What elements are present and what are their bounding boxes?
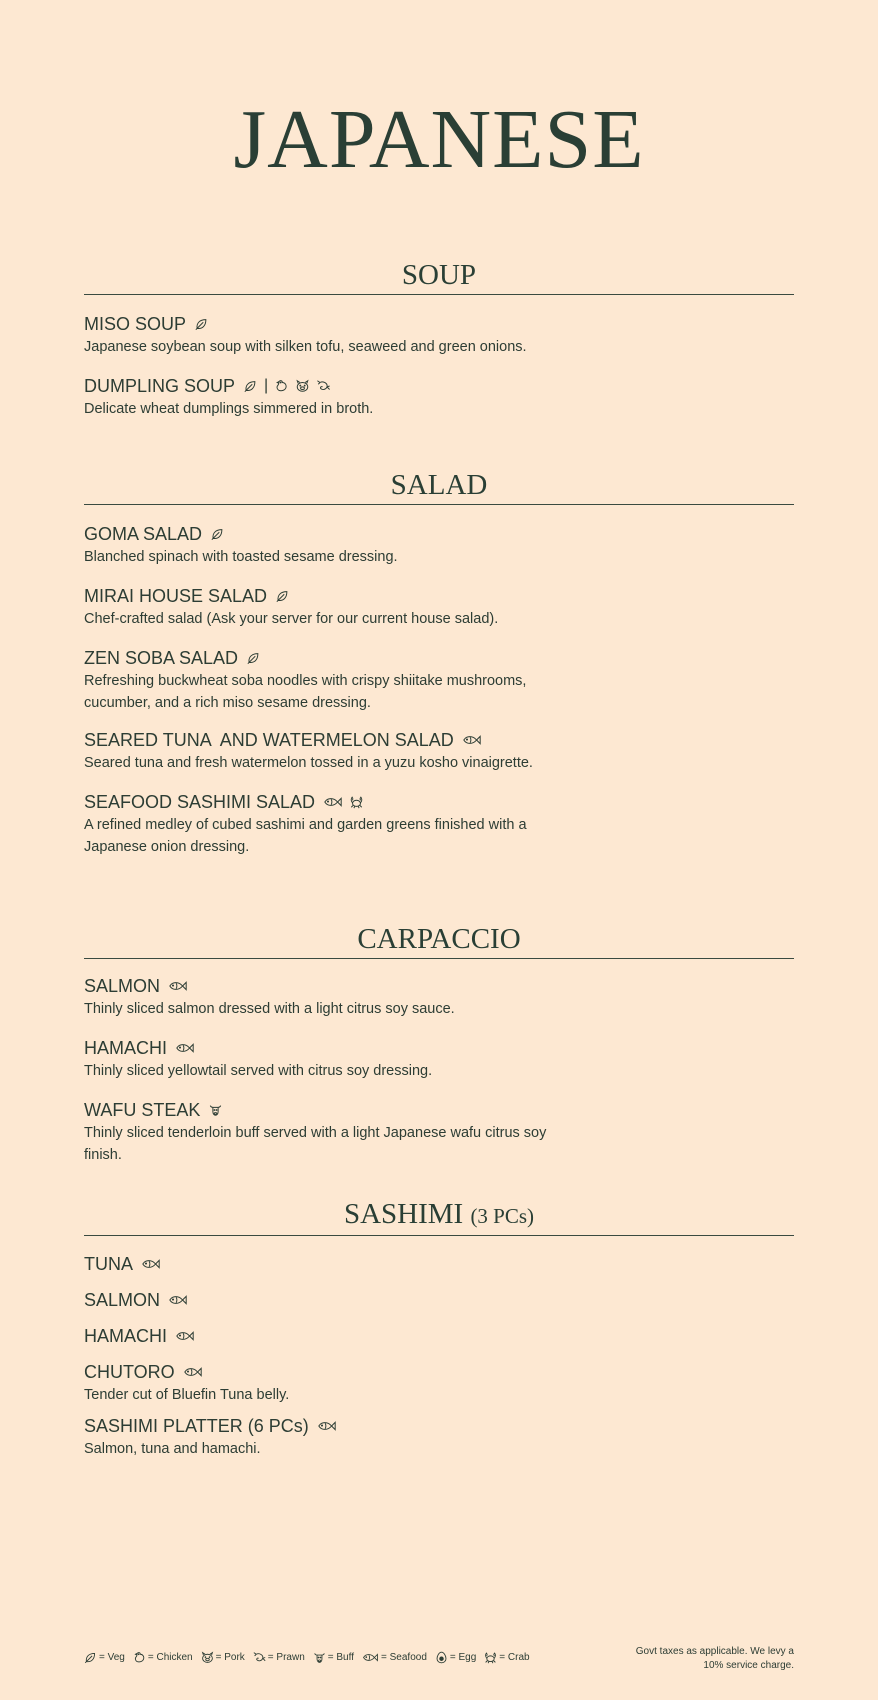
- veg-icon: [243, 379, 258, 393]
- icon-separator: |: [264, 377, 269, 394]
- menu-item: [84, 1288, 794, 1312]
- menu-item: [84, 1324, 794, 1348]
- seafood-icon: [175, 1329, 195, 1343]
- menu-item: [84, 974, 794, 1020]
- buff-icon: [208, 1103, 223, 1117]
- seafood-icon: [183, 1365, 203, 1379]
- item-name-row: [84, 790, 794, 814]
- item-description: Salmon, tuna and hamachi.: [84, 1441, 261, 1457]
- diet-icons: [175, 1041, 195, 1055]
- menu-item: [84, 374, 794, 420]
- item-name-row: [84, 1324, 794, 1348]
- item-name-row: [84, 1252, 794, 1276]
- item-name-row: [84, 584, 794, 608]
- item-name: GOMA SALAD: [84, 524, 203, 544]
- item-description: Chef-crafted salad (Ask your server for our current house salad).: [84, 611, 499, 627]
- section-title-suffix: (3 PCs): [470, 1204, 535, 1228]
- item-name-row: [84, 646, 794, 670]
- menu-item: [84, 1360, 794, 1406]
- diet-icons: [243, 378, 331, 394]
- pork-icon: [295, 379, 310, 393]
- item-description: Japanese soybean soup with silken tofu, seaweed and green onions.: [84, 339, 527, 355]
- legend-label: = Buff: [327, 1652, 354, 1663]
- diet-icons: [141, 1257, 161, 1271]
- menu-item: [84, 646, 794, 714]
- egg-icon: [435, 1651, 448, 1664]
- pork-icon: [201, 1651, 214, 1664]
- diet-icons: [323, 795, 364, 809]
- section-divider: [84, 958, 794, 959]
- tax-footnote: Govt taxes as applicable. We levy a 10% service charge.: [635, 1646, 794, 1671]
- section-soup: [84, 258, 794, 420]
- veg-icon: [246, 651, 261, 665]
- legend-label: = Prawn: [267, 1652, 305, 1663]
- diet-icons: [168, 979, 188, 993]
- veg-icon: [275, 589, 290, 603]
- item-name: SALMON: [84, 1290, 161, 1310]
- item-name: CHUTORO: [84, 1362, 175, 1382]
- item-name: SALMON: [84, 976, 161, 996]
- legend-label: = Crab: [499, 1652, 530, 1663]
- item-name: SEARED TUNA AND WATERMELON SALAD: [84, 730, 454, 750]
- menu-item: [84, 1252, 794, 1276]
- legend-item: [484, 1651, 529, 1664]
- item-name: HAMACHI: [84, 1326, 168, 1346]
- item-description: A refined medley of cubed sashimi and garden greens finished with a Japanese onion dressing.: [84, 817, 527, 855]
- item-description: Thinly sliced salmon dressed with a light citrus soy sauce.: [84, 1001, 455, 1017]
- legend-item: [435, 1651, 476, 1664]
- legend-item: [201, 1651, 245, 1664]
- item-name-row: [84, 522, 794, 546]
- menu-item: [84, 1414, 794, 1460]
- item-name-row: [84, 1414, 794, 1438]
- buff-icon: [313, 1651, 326, 1664]
- diet-icons: [275, 589, 290, 603]
- dietary-legend: [84, 1651, 530, 1664]
- section-title: CARPACCIO: [357, 923, 521, 955]
- section-sashimi: [84, 1197, 794, 1460]
- crab-icon: [484, 1651, 497, 1664]
- veg-icon: [210, 527, 225, 541]
- diet-icons: [210, 527, 225, 541]
- item-name: MISO SOUP: [84, 314, 187, 334]
- item-name: SEAFOOD SASHIMI SALAD: [84, 792, 316, 812]
- section-salad: [84, 468, 794, 858]
- item-description: Thinly sliced yellowtail served with citrus soy dressing.: [84, 1063, 433, 1079]
- item-name: HAMACHI: [84, 1038, 168, 1058]
- legend-item: [253, 1651, 305, 1664]
- seafood-icon: [141, 1257, 161, 1271]
- item-name: ZEN SOBA SALAD: [84, 648, 239, 668]
- item-name: SASHIMI PLATTER (6 PCs): [84, 1416, 309, 1436]
- item-name: DUMPLING SOUP: [84, 376, 236, 396]
- diet-icons: [168, 1293, 188, 1307]
- legend-item: [313, 1651, 354, 1664]
- legend-item: [362, 1651, 427, 1664]
- veg-icon: [194, 317, 209, 331]
- page-title: JAPANESE: [233, 93, 645, 186]
- diet-icons: [194, 317, 209, 331]
- menu-item: [84, 728, 794, 774]
- legend-label: = Seafood: [381, 1652, 427, 1663]
- prawn-icon: [316, 379, 331, 393]
- diet-icons: [246, 651, 261, 665]
- item-description: Seared tuna and fresh watermelon tossed in a yuzu kosho vinaigrette.: [84, 755, 533, 771]
- section-title: SASHIMI (3 PCs): [343, 1198, 535, 1230]
- menu-item: [84, 790, 794, 858]
- item-description: Delicate wheat dumplings simmered in broth.: [84, 401, 374, 417]
- crab-icon: [349, 795, 364, 809]
- section-title: SOUP: [401, 259, 477, 291]
- item-description: Thinly sliced tenderloin buff served with a light Japanese wafu citrus soy finish.: [84, 1125, 547, 1163]
- item-name-row: [84, 1288, 794, 1312]
- legend-label: = Chicken: [147, 1652, 193, 1663]
- item-name: WAFU STEAK: [84, 1100, 201, 1120]
- menu-item: [84, 1036, 794, 1082]
- legend-item: [84, 1651, 125, 1664]
- item-name-row: [84, 974, 794, 998]
- diet-icons: [183, 1365, 203, 1379]
- item-name: TUNA: [84, 1254, 133, 1274]
- diet-icons: [317, 1419, 337, 1433]
- chicken-icon: [133, 1651, 146, 1664]
- legend-item: [133, 1651, 193, 1664]
- seafood-icon: [168, 1293, 188, 1307]
- section-carpaccio: [84, 922, 794, 1166]
- menu-item: [84, 1098, 794, 1166]
- item-description: Blanched spinach with toasted sesame dressing.: [84, 549, 398, 565]
- prawn-icon: [253, 1651, 266, 1664]
- menu-item: [84, 522, 794, 568]
- item-name: MIRAI HOUSE SALAD: [84, 586, 268, 606]
- seafood-icon: [323, 795, 343, 809]
- seafood-icon: [168, 979, 188, 993]
- item-name-row: [84, 1098, 794, 1122]
- item-name-row: [84, 312, 794, 336]
- section-divider: [84, 1235, 794, 1236]
- item-name-row: [84, 1036, 794, 1060]
- legend-label: = Pork: [215, 1652, 245, 1663]
- menu-item: [84, 312, 794, 358]
- item-description: Refreshing buckwheat soba noodles with crispy shiitake mushrooms, cucumber, and a rich miso sesame dressing.: [84, 673, 527, 711]
- item-name-row: [84, 374, 794, 398]
- diet-icons: [175, 1329, 195, 1343]
- veg-icon: [84, 1651, 97, 1664]
- diet-icons: [208, 1103, 223, 1117]
- diet-icons: [462, 733, 482, 747]
- item-name-row: [84, 1360, 794, 1384]
- menu-item: [84, 584, 794, 630]
- section-title: SALAD: [390, 469, 488, 501]
- item-name-row: [84, 728, 794, 752]
- seafood-icon: [175, 1041, 195, 1055]
- legend-label: = Egg: [449, 1652, 477, 1663]
- seafood-icon: [317, 1419, 337, 1433]
- seafood-icon: [462, 733, 482, 747]
- section-divider: [84, 294, 794, 295]
- legend-label: = Veg: [99, 1652, 125, 1663]
- chicken-icon: [274, 379, 289, 393]
- seafood-icon: [362, 1651, 379, 1664]
- section-divider: [84, 504, 794, 505]
- item-description: Tender cut of Bluefin Tuna belly.: [84, 1387, 290, 1403]
